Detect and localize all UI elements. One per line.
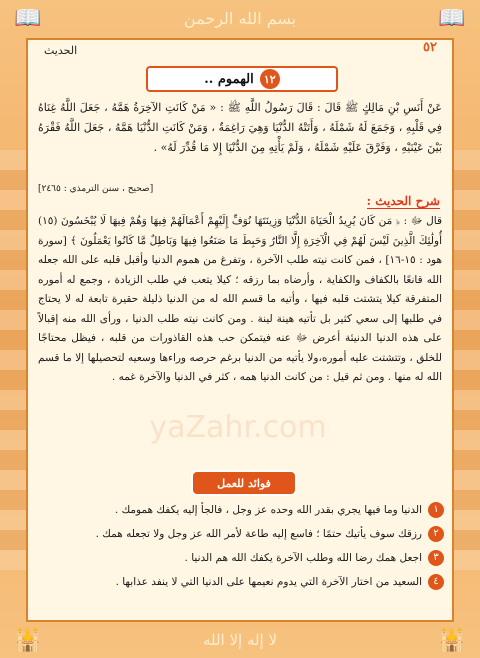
- item-text: السعيد من اختار الآخرة التي يدوم نعيمها على الدنيا التي لا ينفد عذابها .: [115, 576, 422, 588]
- page-content: [26, 38, 454, 622]
- sharh-text: قال ﷻ : ﴿ مَن كَانَ يُرِيدُ الْحَيَاةَ الدُّنْيَا وَزِينَتَهَا نُوَفِّ إِلَيْهِمْ أَعْمَالَهُمْ فِيهَا وَهُمْ فِيهَا لَا يُبْخَسُونَ (١٥) أُولَٰئِكَ الَّذِينَ لَيْسَ لَهُمْ فِي الْآخِرَةِ إِلَّا النَّارُ وَحَبِطَ مَا صَنَعُوا فِيهَا وَبَاطِلٌ مَّا كَانُوا يَعْمَلُونَ ﴾ [سورة هود : ١٥-١٦] ، فمن كانت نيته طلب الآخرة ، وتفرغ من هموم الدنيا وأقبل قلبه على الله جعله الله قانعًا بالكفاف والكفاية ، وأرضاه بما رزقه ؛ كيلا يتعب في طلب الزيادة ، وجمع له أموره المتفرقة كيلا يتشتت قلبه فيها ، وأتيه ما قسم الله له من الدنيا ذليلة حقيرة تابعة له لا يحتاج في طلبها إلى سعي كثير بل تأتيه هينة لينة . ومن كانت نيته طلب الدنيا ، ورأى الله منه إقبالاً على هذه الدنيا الدنيئة أعرض ﷻ عنه فيتمكن حب هذه القاذورات من قلبه ، فيظل محتاجًا للخلق ، وتتشتت عليه أموره،ولا يأتيه من الدنيا برغم حرصه وراءها وسعيه لتحصيلها إلا ما قسم الله له منها . ومن ثم قيل : من كانت الدنيا همه ، كثر في الدنيا والآخرة غمه .: [38, 215, 442, 383]
- list-item: [38, 548, 444, 568]
- fawaid-list: [38, 500, 444, 596]
- bottom-calligraphy-ornament: لا إله إلا الله: [202, 631, 278, 649]
- lantern-ornament-icon: 🕌: [438, 628, 466, 653]
- right-border-ornament: [452, 150, 480, 570]
- hadith-text: عَنْ أَنَسِ بْنِ مَالِكٍ ﷺ قَالَ : قَالَ رَسُولُ اللَّهِ ﷺ : « مَنْ كَانَتِ الآخِرَةُ هَمَّهُ ، جَعَلَ اللَّهُ غِنَاهُ فِي قَلْبِهِ ، وَجَمَعَ لَهُ شَمْلَهُ ، وَأَتَتْهُ الدُّنْيَا وَهِيَ رَاغِمَةٌ ، وَمَنْ كَانَتِ الدُّنْيَا هَمَّهُ ، جَعَلَ اللَّهُ فَقْرَهُ بَيْنَ عَيْنَيْهِ ، وَفَرَّقَ عَلَيْهِ شَمْلَهُ ، وَلَمْ يَأْتِهِ مِنَ الدُّنْيَا إِلا مَا قُدِّرَ لَهُ» .: [38, 101, 442, 154]
- item-number-badge: ٤: [428, 574, 444, 590]
- list-item: [38, 500, 444, 520]
- watermark: yaZahr.com: [149, 410, 327, 445]
- list-item: [38, 524, 444, 544]
- left-border-ornament: [0, 150, 28, 570]
- sharh-heading: شرح الحديث :: [366, 194, 440, 208]
- hadith-number-badge: ١٢: [260, 69, 280, 89]
- hadith-title: [146, 66, 338, 92]
- open-book-ornament-icon: 📖: [438, 6, 466, 31]
- item-number-badge: ١: [428, 502, 444, 518]
- item-text: اجعل همك رضا الله وطلب الآخرة يكفك الله هم الدنيا .: [184, 552, 422, 564]
- top-calligraphy-ornament: بسم الله الرحمن: [183, 9, 297, 28]
- lantern-ornament-icon: 🕌: [14, 628, 42, 653]
- item-text: رزقك سوف يأتيك حتمًا ؛ فاسع إليه طاعة لأمر الله عز وجل ولا تجعله همك .: [95, 528, 422, 540]
- list-item: [38, 572, 444, 592]
- hadith-title-text: الهموم ..: [204, 71, 254, 87]
- item-number-badge: ٣: [428, 550, 444, 566]
- item-number-badge: ٢: [428, 526, 444, 542]
- running-title: الحديث: [44, 44, 78, 57]
- fawaid-heading: فوائد للعمل: [191, 470, 297, 496]
- page-number: ٥٢: [410, 40, 450, 58]
- hadith-reference: [صحيح ، سنن الترمذي : ٢٤٦٥]: [38, 184, 154, 194]
- open-book-ornament-icon: 📖: [14, 6, 42, 31]
- item-text: الدنيا وما فيها يجري بقدر الله وحده عز وجل ، فالجأ إليه يكفك همومك .: [114, 504, 422, 516]
